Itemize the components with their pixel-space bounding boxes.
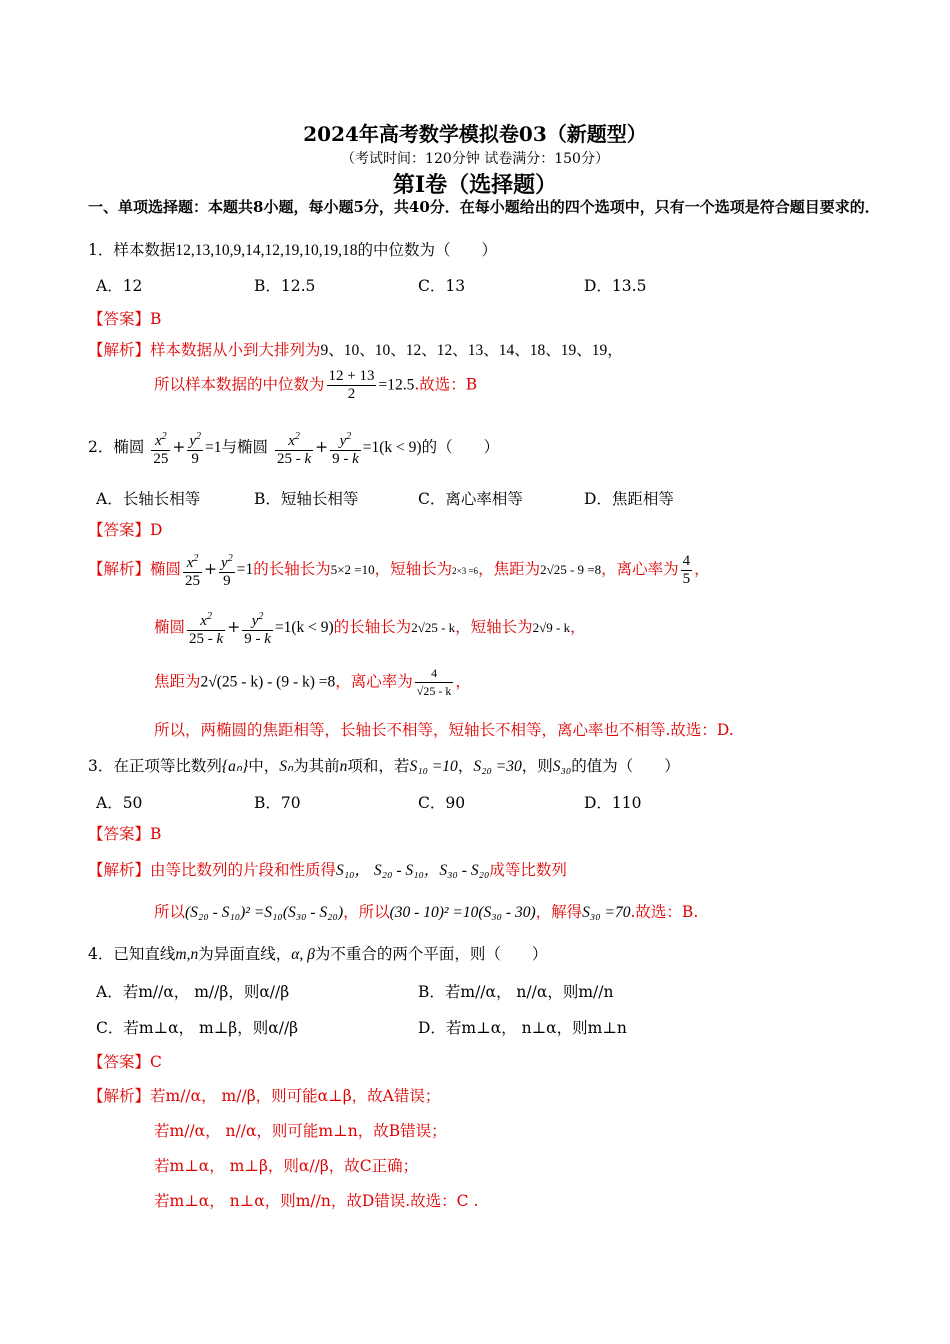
q3-s10: S₁₀ =10 <box>409 758 458 775</box>
q2-analysis-4: 所以，两椭圆的焦距相等，长轴长不相等，短轴长不相等，离心率也不相等.故选：D. <box>154 721 734 739</box>
q3-seq: {aₙ} <box>221 758 249 775</box>
q2-a1-short: ，短轴长为 <box>374 560 453 578</box>
q3-mid2: 为其前 <box>293 757 340 775</box>
q3-answer-value: B <box>150 825 162 843</box>
q3-pre: 3．在正项等比数列 <box>88 757 222 775</box>
q3-answer <box>88 822 161 844</box>
q1-prefix: 1．样本数据 <box>88 241 176 259</box>
q2-a1-ecc-num: 4 <box>682 552 691 569</box>
q1-analysis2-text: 所以样本数据的中位数为 <box>154 375 325 394</box>
q2-a3-ecc: ，离心率为 <box>335 672 413 691</box>
q2-option-d: D．焦距相等 <box>584 490 674 508</box>
q2-a2-pre: 椭圆 <box>154 618 186 636</box>
q1-answer <box>88 307 161 329</box>
q1-option-a: A．12 <box>96 277 143 295</box>
q1-option-c: C．13 <box>418 277 466 295</box>
question-1 <box>88 238 497 260</box>
question-2: 2．椭圆 $\frac{x^2}{25}$ + $\frac{y^2}{9}$ =1与椭圆 $\frac{x^2}{25 - k}$ + $\frac{y^2}{9 - k}$ =1(k < 9)的（ ） <box>88 428 499 468</box>
volume-heading: 第I卷（选择题） <box>392 172 558 198</box>
q1-option-b: B．12.5 <box>254 277 316 295</box>
q2-answer-value: D <box>150 521 163 539</box>
q3-a2-pre: 所以 <box>154 903 186 921</box>
q2-a3-ecc-num: 4 <box>415 665 454 683</box>
q4-mn: m,n <box>175 946 199 963</box>
q3-a2-eq2: (30 - 10)² =10(S₃₀ - 30) <box>389 904 536 921</box>
section-heading: 一、单项选择题：本题共8小题，每小题5分，共40分．在每小题给出的四个选项中，只有一个选项是符合题目要求的． <box>88 198 880 216</box>
q4-analysis-4: 若m⊥α， n⊥α，则m//n，故D错误.故选：C . <box>154 1192 479 1210</box>
q3-a2-res: S₃₀ =70 <box>582 904 631 921</box>
q2-frac-y2: $\frac{y^2}{9 - k}$ <box>330 428 361 468</box>
q4-analysis-1 <box>88 1084 440 1106</box>
q4-pre: 4．已知直线 <box>88 945 176 963</box>
q4-option-a: A．若m//α， m//β，则α//β <box>96 983 290 1001</box>
q2-a2-long-val: 2√25 - k <box>411 620 456 635</box>
q2-suffix: 的（ ） <box>421 438 500 456</box>
paper-title: 2024年高考数学模拟卷03（新题型） <box>303 122 647 146</box>
q2-a1-ecc-den: 5 <box>682 570 691 587</box>
answer-label: 【答案】 <box>88 521 151 539</box>
q2-a3-ecc-den: √25 - k <box>416 684 452 698</box>
q1-analysis-2 <box>154 368 477 403</box>
q2-a1-long: 的长轴长为 <box>253 560 331 578</box>
q3-s20: S₂₀ =30 <box>473 758 522 775</box>
q4-answer <box>88 1050 162 1072</box>
question-3: 3．在正项等比数列{aₙ}中，Sₙ为其前n项和，若S₁₀ =10，S₂₀ =30，则S₃₀的值为（ ） <box>88 757 680 775</box>
q2-a1-pre: 椭圆 <box>150 560 182 578</box>
q4-analysis-3: 若m⊥α， m⊥β，则α//β，故C正确； <box>154 1157 419 1175</box>
q2-a2-short: ，短轴长为 <box>455 618 533 636</box>
q2-frac-x1: $\frac{x^2}{25}$ <box>151 428 170 468</box>
q4-option-b: B．若m//α， n//α，则m//n <box>418 983 614 1001</box>
exam-info: （考试时间：120分钟 试卷满分：150分） <box>341 151 609 167</box>
q2-prefix: 2．椭圆 <box>88 438 145 456</box>
q4-answer-value: C <box>150 1053 162 1071</box>
q4-analysis-line: 若m//α， m//β，则可能α⊥β，故A错误； <box>150 1087 441 1105</box>
q1-option-d: D．13.5 <box>584 277 647 295</box>
q2-option-b: B．短轴长相等 <box>254 490 359 508</box>
q3-sn: Sₙ <box>279 758 294 775</box>
q2-analysis-3: 焦距为2√(25 - k) - (9 - k) =8，离心率为 $\frac{4}{√25 - k}$ ， <box>154 666 471 698</box>
q2-option-a: A．长轴长相等 <box>96 490 201 508</box>
analysis-label: 【解析】 <box>88 560 151 578</box>
q1-answer-value: B <box>150 310 162 328</box>
q2-condition: =1(k < 9) <box>362 439 422 456</box>
q2-a3-ecc-frac <box>415 665 454 700</box>
q1-analysis-text: 样本数据从小到大排列为 <box>150 341 321 359</box>
q1-frac-num: 12 + 13 <box>328 368 375 384</box>
q3-mid3: 项和，若 <box>347 757 410 775</box>
q1-median-val: =12.5 <box>378 376 415 394</box>
q3-a2-mid: ，所以 <box>343 903 390 921</box>
q3-a2-mid2: ，解得 <box>535 903 583 921</box>
q3-s30: S₃₀ <box>552 758 572 775</box>
q2-a2-cond: =1(k < 9) <box>274 619 334 636</box>
q3-a2-end: .故选：B. <box>630 903 699 921</box>
q3-mid: 中， <box>248 757 280 775</box>
q2-a2-short-val: 2√9 - k <box>532 620 571 635</box>
q4-mid: 为异面直线， <box>198 945 292 963</box>
q3-analysis-2 <box>154 900 698 922</box>
q2-mid: 与椭圆 <box>221 438 268 456</box>
q3-a1-post: 成等比数列 <box>489 861 567 879</box>
q1-analysis-data: 9、10、10、12、12、13、14、18、19、19， <box>320 342 623 359</box>
q4-suffix: 为不重合的两个平面，则（ ） <box>314 945 548 963</box>
q3-a1-pre: 由等比数列的片段和性质得 <box>150 861 337 879</box>
q2-a1-short-val: 2×3 =6 <box>452 566 479 576</box>
q1-frac-den: 2 <box>347 386 356 402</box>
q2-analysis-1: 【解析】椭圆 $\frac{x^2}{25}$ + $\frac{y^2}{9}$ =1的长轴长为5×2 =10，短轴长为2×3 =6，焦距为2√25 - 9 =8，离心率为 $\frac{4}{5}$ ， <box>88 550 710 590</box>
q3-suffix: 的值为（ ） <box>571 757 680 775</box>
q2-a1-focal: ，焦距为 <box>478 560 541 578</box>
q3-option-a: A．50 <box>96 794 143 812</box>
q1-conclusion: .故选：B <box>414 375 478 394</box>
question-4 <box>88 942 547 964</box>
q4-option-d: D．若m⊥α， n⊥α，则m⊥n <box>418 1019 627 1037</box>
q2-a1-long-val: 5×2 =10 <box>330 562 375 577</box>
analysis-label: 【解析】 <box>88 341 151 359</box>
q2-a3-val: 2√(25 - k) - (9 - k) =8 <box>200 673 336 691</box>
q1-data: 12,13,10,9,14,12,19,10,19,18 <box>175 242 358 259</box>
q4-ab: α, β <box>291 946 315 963</box>
answer-label: 【答案】 <box>88 310 151 328</box>
q2-answer <box>88 518 162 540</box>
q2-option-c: C．离心率相等 <box>418 490 523 508</box>
q3-option-d: D．110 <box>584 794 642 812</box>
q3-a2-eq: (S₂₀ - S₁₀)² =S₁₀(S₃₀ - S₂₀) <box>185 904 344 921</box>
q2-a1-ecc-frac <box>681 553 693 588</box>
q3-option-c: C．90 <box>418 794 466 812</box>
analysis-label: 【解析】 <box>88 861 151 879</box>
q2-a3-pre: 焦距为 <box>154 672 201 691</box>
q4-option-c: C．若m⊥α， m⊥β，则α//β <box>96 1019 299 1037</box>
answer-label: 【答案】 <box>88 1053 151 1071</box>
q2-analysis-2: 椭圆 $\frac{x^2}{25 - k}$ + $\frac{y^2}{9 - k}$ =1(k < 9)的长轴长为2√25 - k，短轴长为2√9 - k， <box>154 608 586 648</box>
q3-option-b: B．70 <box>254 794 301 812</box>
q2-a1-focal-val: 2√25 - 9 =8 <box>540 562 602 577</box>
q4-analysis-2: 若m//α， n//α，则可能m⊥n，故B错误； <box>154 1122 447 1140</box>
analysis-label: 【解析】 <box>88 1087 151 1105</box>
answer-label: 【答案】 <box>88 825 151 843</box>
q3-analysis-1 <box>88 858 567 880</box>
q1-fraction <box>327 368 377 403</box>
q3-mid4: ，则 <box>521 757 553 775</box>
q2-frac-y1: $\frac{y^2}{9}$ <box>187 428 203 468</box>
q2-a2-long: 的长轴长为 <box>333 618 412 636</box>
q1-suffix: 的中位数为（ ） <box>357 241 498 259</box>
q2-a1-ecc: ，离心率为 <box>601 560 679 578</box>
q3-a1-terms: S₁₀， S₂₀ - S₁₀，S₃₀ - S₂₀ <box>336 862 490 879</box>
q1-analysis-1 <box>88 338 623 360</box>
q2-frac-x2: $\frac{x^2}{25 - k}$ <box>275 428 313 468</box>
q3-n: n <box>339 758 348 775</box>
